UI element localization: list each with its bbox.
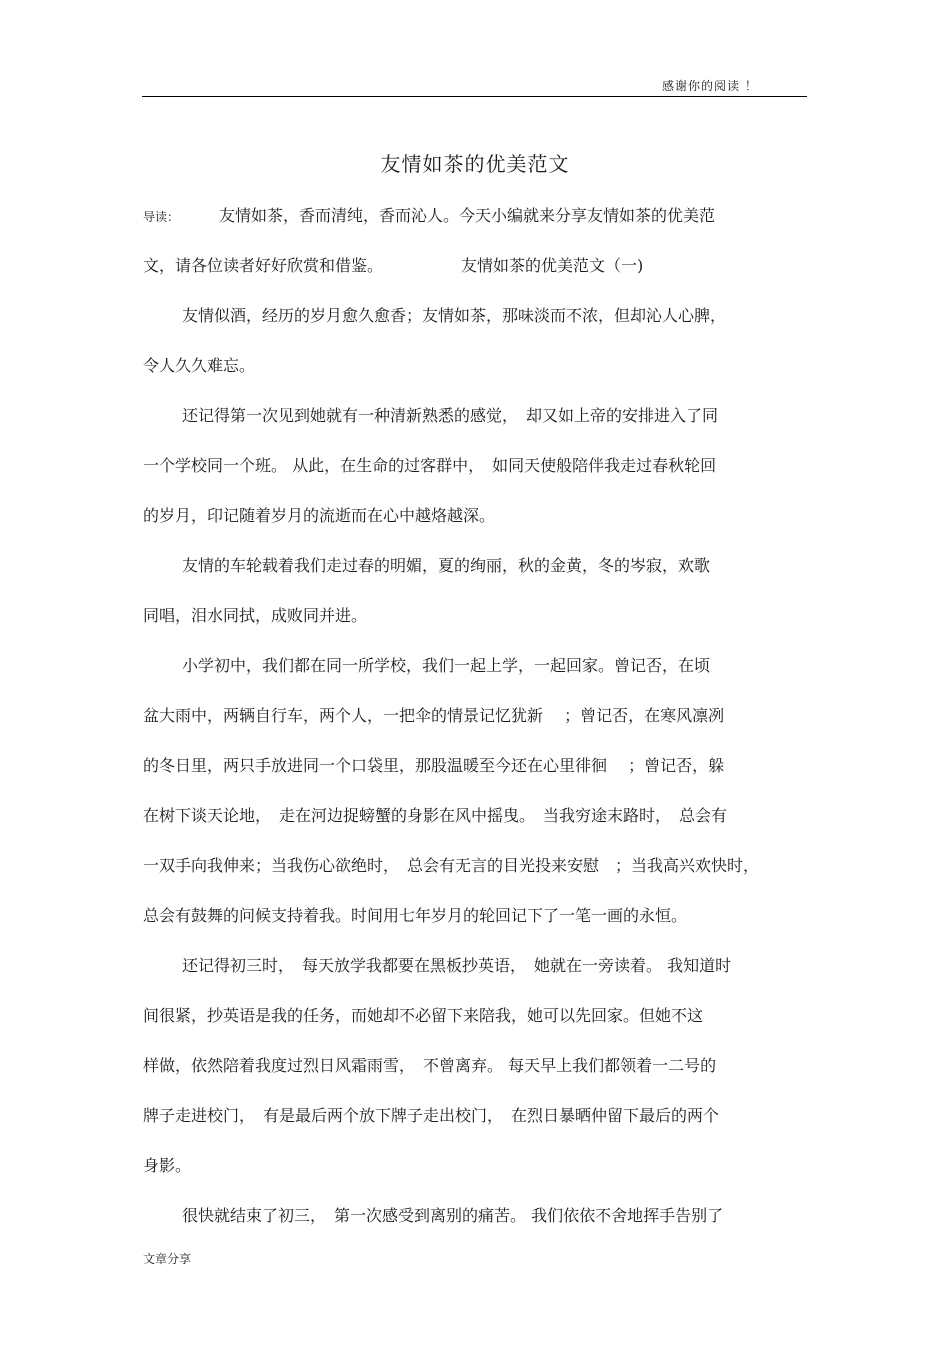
paragraph-line: 样做，依然陪着我度过烈日风霜雨雪， 不曾离弃。 每天早上我们都领着一二号的 [143,1056,717,1075]
paragraph-line: 间很紧，抄英语是我的任务，而她却不必留下来陪我，她可以先回家。但她不这 [143,1006,704,1025]
paragraph-line: 一双手向我伸来；当我伤心欲绝时， 总会有无言的目光投来安慰 ；当我高兴欢快时， [143,856,760,875]
paragraph-line: 同唱，泪水同拭，成败同并进。 [143,606,368,625]
paragraph-line: 很快就结束了初三， 第一次感受到离别的痛苦。 我们依依不舍地挥手告别了 [182,1206,724,1225]
paragraph-line: 的冬日里，两只手放进同一个口袋里，那股温暖至今还在心里徘徊 ；曾记否，躲 [143,756,725,775]
paragraph-line: 友情似酒，经历的岁月愈久愈香；友情如茶，那味淡而不浓，但却沁人心脾， [182,306,727,325]
paragraph-line: 令人久久难忘。 [143,356,256,375]
paragraph-line: 友情的车轮载着我们走过春的明媚，夏的绚丽，秋的金黄，冬的岑寂，欢歌 [182,556,711,575]
paragraph-line: 在树下谈天论地， 走在河边捉螃蟹的身影在风中摇曳。 当我穷途末路时， 总会有 [143,806,728,825]
paragraph-line: 盆大雨中，两辆自行车，两个人，一把伞的情景记忆犹新 ；曾记否，在寒风凛冽 [143,706,725,725]
paragraph-line: 的岁月，印记随着岁月的流逝而在心中越烙越深。 [143,506,496,525]
intro-text-1: 友情如茶，香而清纯，香而沁人。今天小编就来分享友情如茶的优美范 [219,206,716,225]
paragraph-line: 一个学校同一个班。 从此，在生命的过客群中， 如同天使般陪伴我走过春秋轮回 [143,456,717,475]
page-title: 友情如茶的优美范文 [380,152,570,176]
intro-label: 导读： [143,210,180,224]
header-text: 感谢你的阅读 ！ [662,79,758,93]
paragraph-line: 还记得初三时， 每天放学我都要在黑板抄英语， 她就在一旁读着。 我知道时 [182,956,732,975]
footer-text: 文章分享 [143,1252,192,1266]
section-heading-1: 友情如茶的优美范文（一) [461,256,644,275]
intro-line-1 [143,206,715,227]
paragraph-line: 还记得第一次见到她就有一种清新熟悉的感觉， 却又如上帝的安排进入了同 [182,406,719,425]
paragraph-line: 小学初中，我们都在同一所学校，我们一起上学，一起回家。曾记否，在顷 [182,656,711,675]
paragraph-line: 身影。 [143,1156,192,1175]
paragraph-line: 总会有鼓舞的问候支持着我。时间用七年岁月的轮回记下了一笔一画的永恒。 [143,906,688,925]
header-divider [142,96,807,97]
paragraph-line: 牌子走进校门， 有是最后两个放下牌子走出校门， 在烈日暴晒仲留下最后的两个 [143,1106,720,1125]
intro-text-2a: 文，请各位读者好好欣赏和借鉴。 [143,256,384,275]
intro-line-2 [143,256,643,276]
